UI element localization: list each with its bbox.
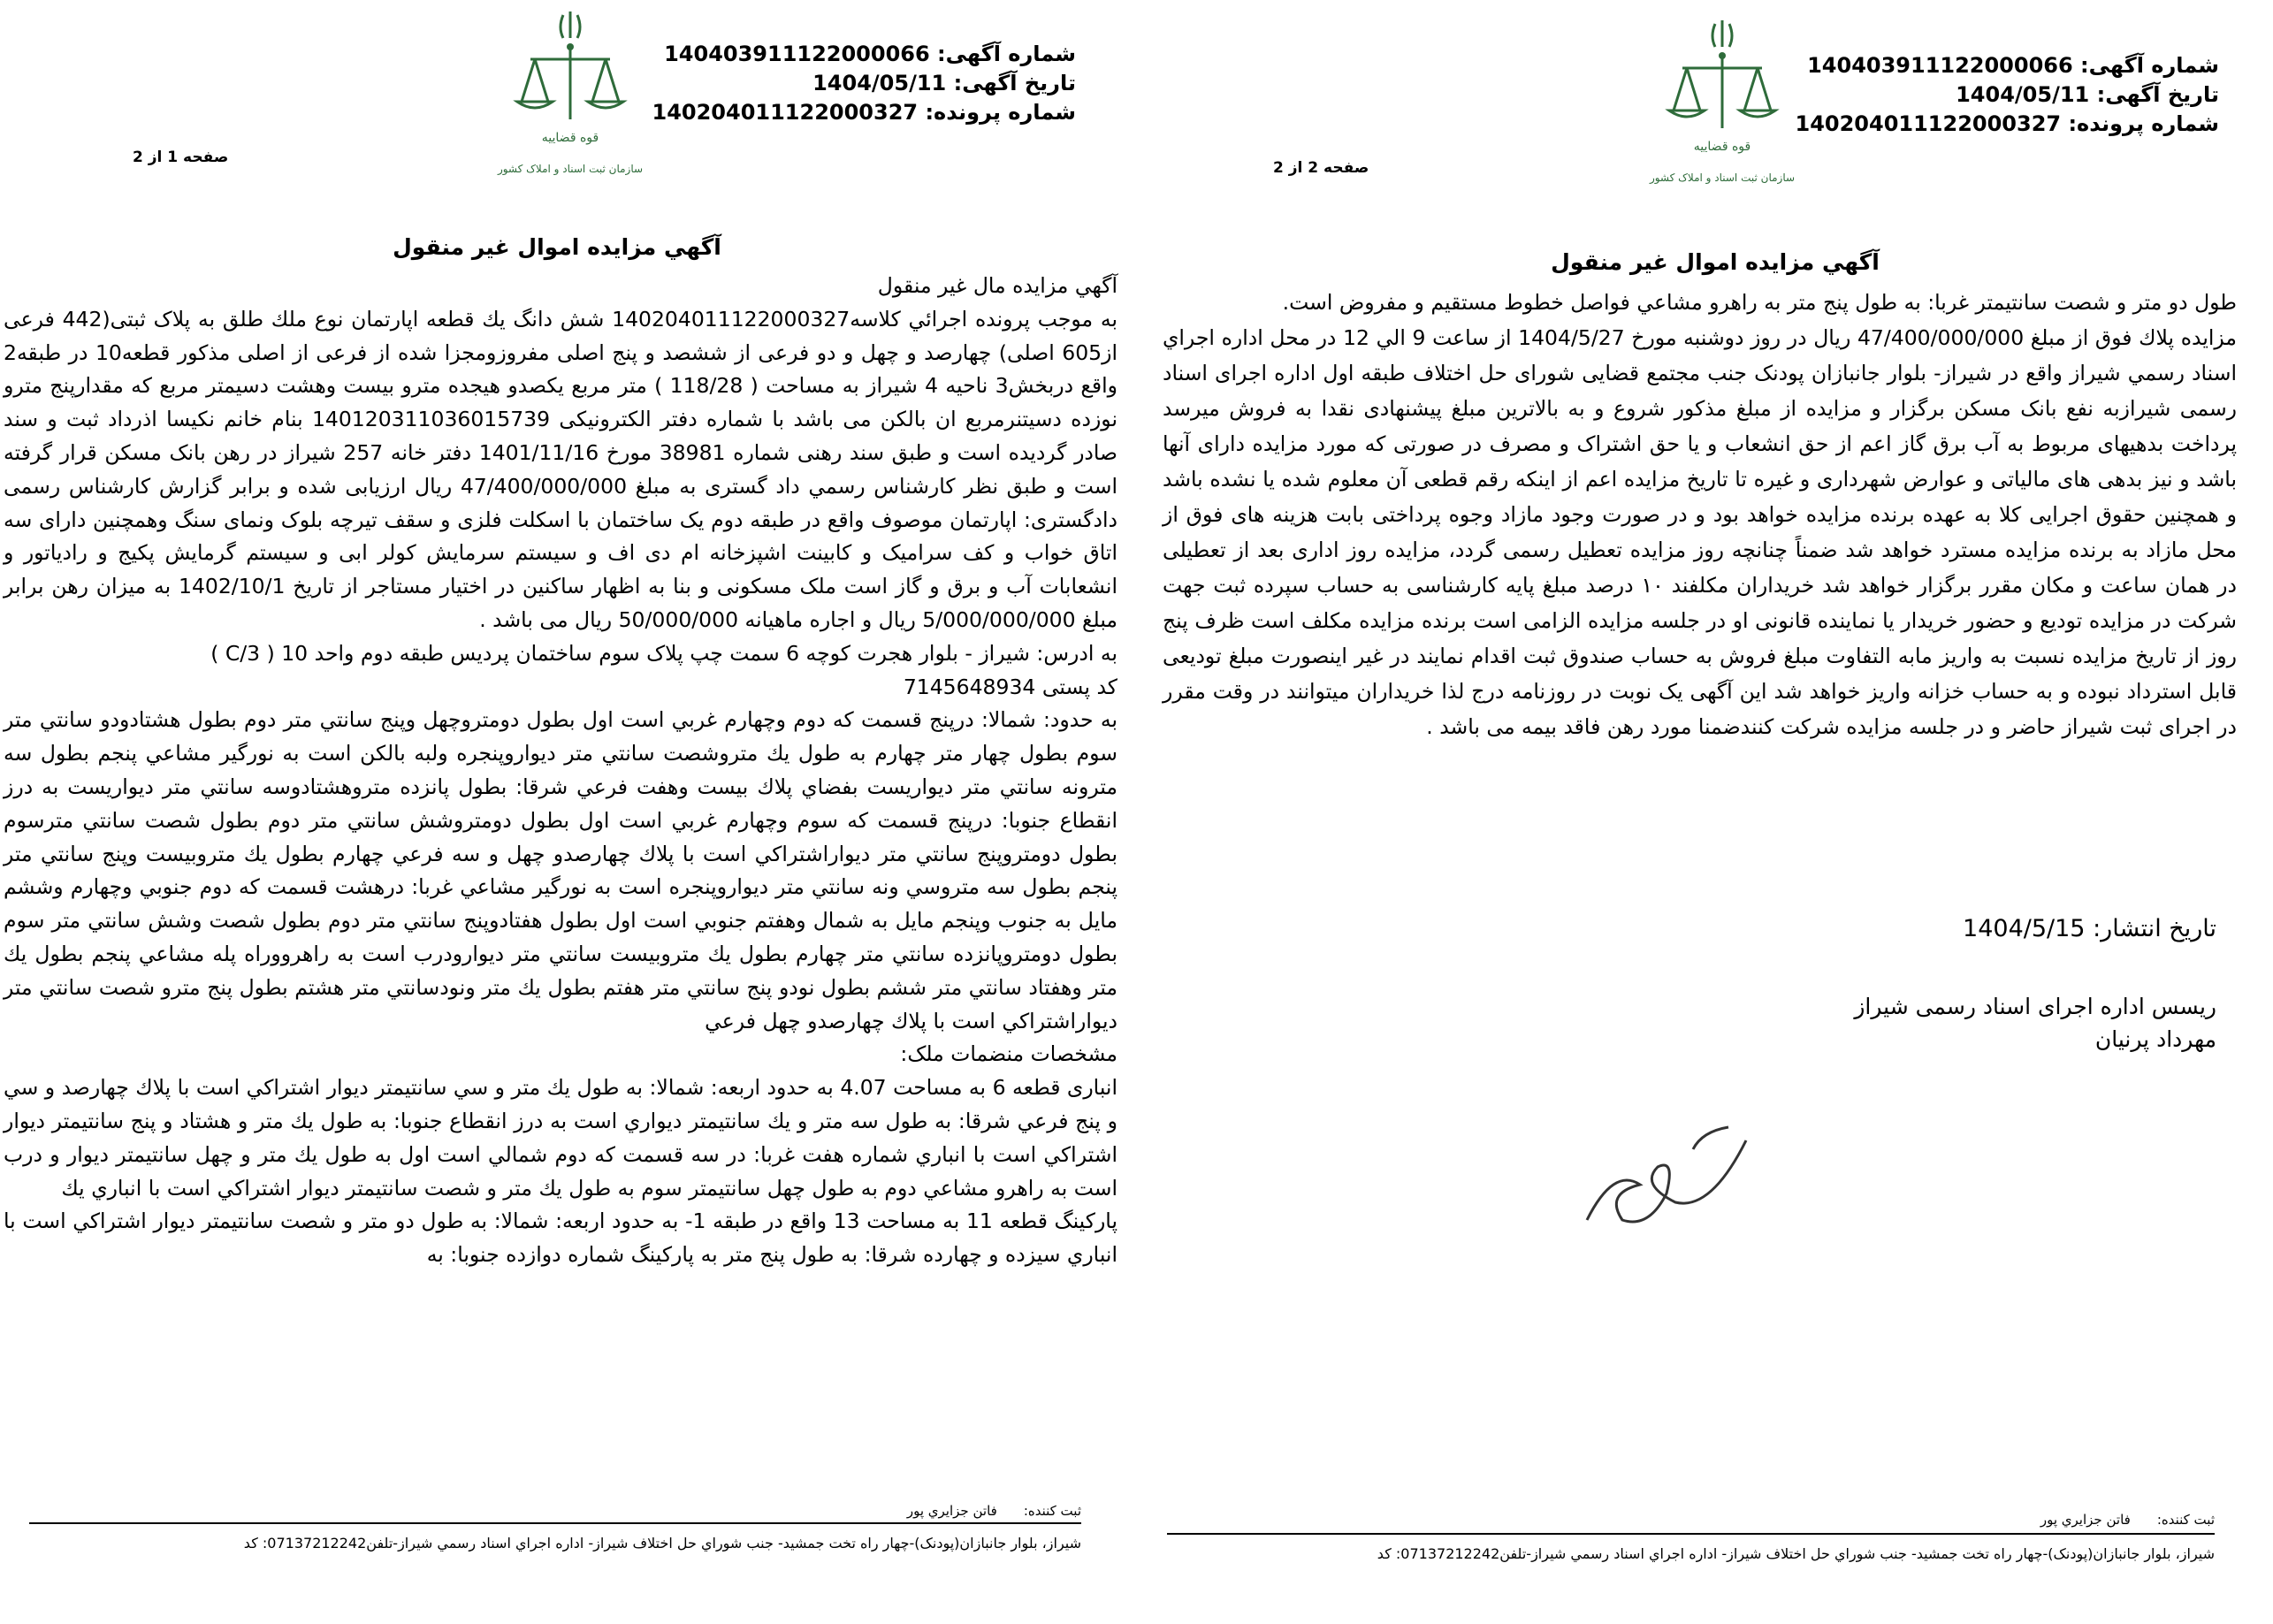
ad-number: شماره آگهی: 140403911122000066 xyxy=(1807,53,2219,78)
paragraph-heading: آگهي مزايده مال غير منقول xyxy=(877,273,1117,298)
footer-address: شیراز، بلوار جانبازان(پودنک)-چهار راه تخت جمشید- جنب شوراي حل اختلاف شیراز- اداره اجراي اسناد رسمي شیراز-تلفن07137212242: کد xyxy=(1377,1545,2215,1562)
page-title: آگهي مزايده اموال غير منقول xyxy=(393,234,721,260)
header-info xyxy=(652,40,1077,127)
document-body xyxy=(4,270,1117,1272)
page-number: صفحه 2 از 2 xyxy=(1273,159,1369,177)
judiciary-logo-icon xyxy=(482,4,659,194)
signer-block xyxy=(1854,990,2216,1056)
ad-date: تاریخ آگهی: 1404/05/11 xyxy=(1956,82,2219,107)
paragraph-parking: پارکینگ قطعه 11 به مساحت 13 واقع در طبقه 1- به حدود اربعه: شمالا: به طول دو متر و شصت سانتيمتر ديوار اشتراكي است با انباري سيزده و چهارده شرقا: به طول پنج متر به پاركينگ شماره دوازده جنوبا: به xyxy=(4,1208,1118,1268)
registrar-name: فاتن جزايري پور xyxy=(906,1503,997,1519)
footer-divider xyxy=(1167,1533,2215,1535)
page-title: آگهي مزايده اموال غير منقول xyxy=(1551,249,1880,275)
paragraph-boundaries: به حدود: شمالا: درپنج قسمت كه دوم وچهارم غربي است اول بطول دومتروچهل وپنج سانتي متر دوم بطول هشتادودو سانتي متر سوم بطول چهار متر چهارم به طول يك متروشصت سانتي متر ديواروپنجره ولبه بالكن است به نورگير مشاعي پنجم بطول سه مترونه سانتي متر ديواريست بفضاي پلاك بيست وهفت فرعي شرقا: بطول پانزده متروهشتادوسه سانتي متر ديواريست به درز انقطاع جنوبا: درپنج قسمت كه سوم وچهارم غربي است اول بطول دومتروشش سانتي متر دوم بطول شصت سانتي مترسوم بطول دومتروپنج سانتي متر ديواراشتراكي است با پلاك چهارصدو چهل و سه فرعي چهارم بطول يك متروبيست وپنج سانتي متر پنجم بطول سه متروسي ونه سانتي متر ديواروپنجره است به نورگير مشاعي غربا: درهشت قسمت كه دوم جنوبي وچهارم وششم مايل به جنوب وپنجم مايل به شمال وهفتم جنوبي است اول بطول هفتادوپنج سانتي متر دوم بطول شصت وشش سانتي متر سوم بطول دومتروپانزده سانتي متر چهارم بطول يك متروبيست سانتي متر ديوارودرب است به راهرووراه پله مشاعي پنجم بطول يك متر وهفتاد سانتي متر ششم بطول نودو پنج سانتي متر هفتم بطول يك متر ونودسانتي متر هشتم بطول پنج مترو شصت سانتي متر ديواراشتراكي است با پلاك چهارصدو چهل فرعي xyxy=(4,707,1117,1033)
paragraph-auction-terms: مزايده پلاك فوق از مبلغ 47/400/000/000 ريال در روز دوشنبه مورخ 1404/5/27 از ساعت 9 الي 12 در محل اداره اجراي اسناد رسمي شيراز واقع در شيراز- بلوار جانبازان پودنک جنب مجتمع قضایی شورای حل اختلاف طبقه اول اداره اجرای اسناد رسمی شیرازبه نفع بانک مسکن برگزار و مزایده از مبلغ مذکور شروع و به بالاترین مبلغ پیشنهادی نقدا به فروش میرسد پرداخت بدهیهای مربوط به آب برق گاز اعم از حق انشعاب و یا حق اشتراک و مصرف در صورتی که مورد مزایده دارای آنها باشد و نیز بدهی های مالیاتی و عوارض شهرداری و غیره تا تاریخ مزایده اعم از اینکه رقم قطعی آن معلوم شده یا نشده باشد و همچنین حقوق اجرایی کلا به عهده برنده مزایده خواهد بود و در صورت وجود مازاد وجوه پرداختی بابت هزینه های فوق از محل مازاد به برنده مزایده مسترد خواهد شد ضمناً چنانچه روز مزایده تعطیل رسمی گردد، مزایده روز اداری بعد از تعطیلی در همان ساعت و مکان مقرر برگزار خواهد شد خریداران مکلفند ۱۰ درصد مبلغ پایه کارشناسی به حساب سپرده ثبت جهت شرکت در مزایده تودیع و حضور خریدار یا نماینده قانونی او در جلسه مزایده الزامی است برنده مزایده مکلف است ظرف پنج روز از تاریخ مزایده نسبت به واریز مابه التفاوت مبلغ فروش به حساب صندوق ثبت اقدام نمایند در غیر اینصورت مبلغ تودیعی قابل استرداد نبوده و به حساب خزانه واریز خواهد شد این آگهی یک نوبت در روزنامه درج لذا خریداران میتوانند در وقت مقرر در اجرای ثبت شیراز حاضر و در جلسه مزایده شرکت کنندضمنا مورد رهن فاقد بیمه می باشد . xyxy=(1163,325,2237,739)
ad-number: شماره آگهی: 140403911122000066 xyxy=(664,42,1076,66)
registrar-label: ثبت کننده: xyxy=(2156,1512,2215,1528)
paragraph-boundaries-cont: طول دو متر و شصت سانتيمتر غربا: به طول پنج متر به راهرو مشاعي فواصل خطوط مستقيم و مفروض است. xyxy=(1282,290,2237,315)
judiciary-logo-icon xyxy=(1634,13,1811,203)
paragraph-property-description: به موجب پرونده اجرائي كلاسه140204011122000327 شش دانگ يك قطعه اپارتمان نوع ملك طلق به پلاک ثبتی(442 فرعی از605 اصلی) چهارصد و چهل و دو فرعی از ششصد و پنج اصلی مفروزومجزا شده از فرعی از اصلی مذکور قطعه10 در طبقه2 واقع دربخش3 ناحیه 4 شیراز به مساحت ( 118/28 ) متر مربع یکصدو هیجده مترو بیست وهشت دسیمتر مربع که مقدارپنج مترو نوزده دسیتنرمربع ان بالکن می باشد با شماره دفتر الکترونیکی 140120311036015739 بنام خانم نکیسا اذرداد ثبت و سند صادر گردیده است و طبق سند رهنی شماره 38981 مورخ 1401/11/16 دفتر خانه 257 شیراز در رهن بانک مسکن قرار گرفته است و طبق نظر کارشناس رسمي داد گستری به مبلغ 47/400/000/000 ریال ارزیابی شده و برابر گزارش کارشناس رسمی دادگستری: اپارتمان موصوف واقع در طبقه دوم یک ساختمان با اسکلت فلزی و سقف تیرچه بلوک ونمای سنگ وهمچنین دارای سه اتاق خواب و کف سرامیک و کابینت اشپزخانه ام دی اف و سیستم سرمایش کولر ابی و سیستم گرمایش پکیج و رادیاتور و انشعابات آب و برق و گاز است ملک مسکونی و بنا به اظهار ساکنین در اختیار مستاجر از تاریخ 1402/10/1 به میزان رهن برابر مبلغ 5/000/000/000 ریال و اجاره ماهیانه 50/000/000 ریال می باشد . xyxy=(4,306,1118,632)
ad-date: تاریخ آگهی: 1404/05/11 xyxy=(812,71,1076,95)
logo-text-2: سازمان ثبت اسناد و املاک کشور xyxy=(1649,172,1796,184)
footer-divider xyxy=(29,1522,1081,1524)
page-number: صفحه 1 از 2 xyxy=(133,149,229,166)
signer-title: ریسس اداره اجرای اسناد رسمی شیراز xyxy=(1854,994,2216,1019)
case-number: شماره پرونده: 140204011122000327 xyxy=(1795,111,2219,136)
publish-date: تاریخ انتشار: 1404/5/15 xyxy=(1963,915,2216,942)
document-page-2 xyxy=(1149,0,2273,1624)
registrar-label: ثبت کننده: xyxy=(1023,1503,1081,1519)
registrar xyxy=(881,1503,1081,1519)
paragraph-storage: انباری قطعه 6 به مساحت 4.07 به حدود اربعه: شمالا: به طول يك متر و سي سانتيمتر ديوار اشتراكي است با پلاك چهارصد و سي و پنج فرعي شرقا: به طول سه متر و يك سانتيمتر ديواري است به درز انقطاع جنوبا: به طول يك متر و هشتاد و پنج سانتيمتر ديوار اشتراكي است با انباري شماره هفت غربا: در سه قسمت كه دوم شمالي است اول به طول يك متر و چهل سانتيمتر ديوار و درب است به راهرو مشاعي دوم به طول چهل سانتيمتر سوم به طول يك متر و شصت سانتيمتر ديوار اشتراكي است با انباري يك xyxy=(4,1075,1117,1201)
paragraph-annex-heading: مشخصات منضمات ملک: xyxy=(900,1041,1117,1067)
paragraph-postal-code: کد پستی 7145648934 xyxy=(903,674,1117,699)
header-info xyxy=(1796,51,2220,139)
logo-text-2: سازمان ثبت اسناد و املاک کشور xyxy=(497,163,644,175)
document-body xyxy=(1163,285,2237,744)
case-number: شماره پرونده: 140204011122000327 xyxy=(652,100,1076,125)
document-page-1 xyxy=(0,0,1136,1624)
logo-text-1: قوه قضاییه xyxy=(541,131,599,145)
paragraph-address: به ادرس: شیراز - بلوار هجرت کوچه 6 سمت چپ پلاک سوم ساختمان پردیس طبقه دوم واحد 10 ( C/3 ) xyxy=(210,640,1117,666)
signer-name: مهرداد پرنیان xyxy=(2094,1026,2216,1052)
footer-address: شیراز، بلوار جانبازان(پودنک)-چهار راه تخت جمشید- جنب شوراي حل اختلاف شیراز- اداره اجراي اسناد رسمي شیراز-تلفن07137212242: کد xyxy=(243,1535,1081,1552)
registrar xyxy=(2014,1512,2215,1528)
registrar-name: فاتن جزايري پور xyxy=(2040,1512,2131,1528)
logo-text-1: قوه قضاییه xyxy=(1693,140,1751,154)
signature-icon xyxy=(1569,1114,1773,1247)
